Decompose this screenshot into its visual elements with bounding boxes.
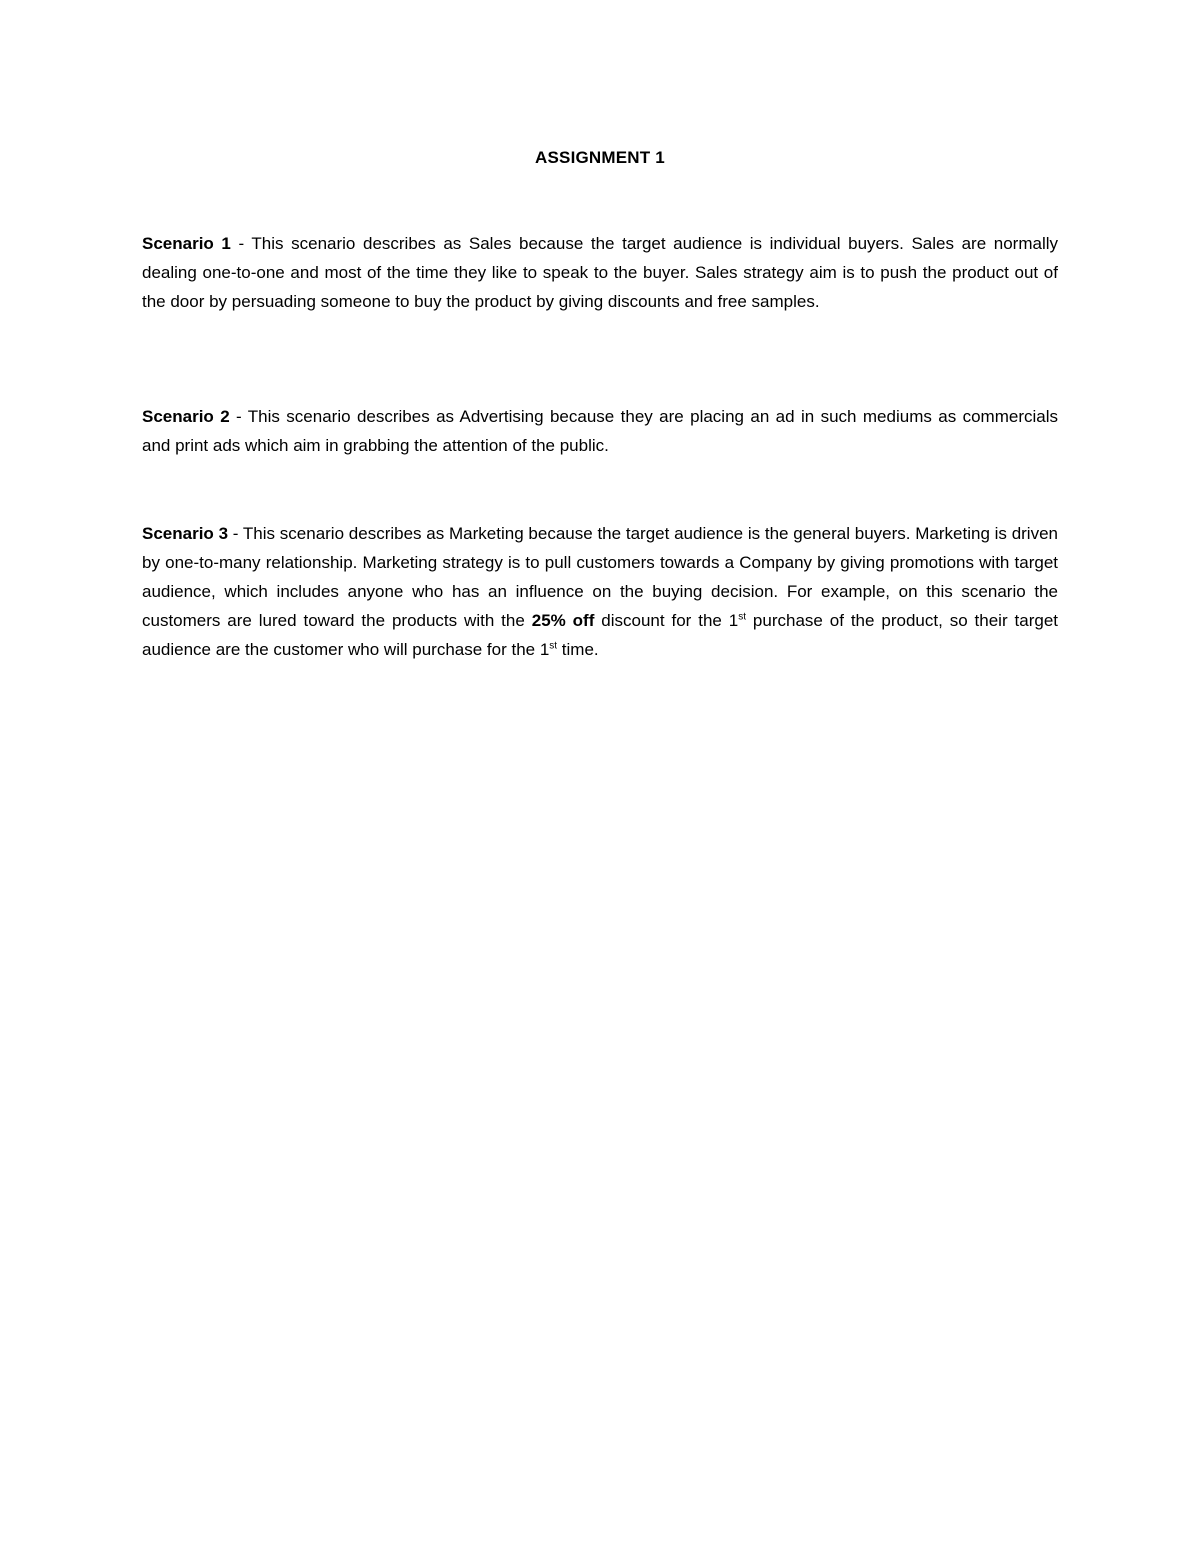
- scenario-3-text-d: time.: [557, 640, 599, 659]
- document-title: ASSIGNMENT 1: [535, 148, 665, 167]
- scenario-2-paragraph: [142, 402, 1058, 460]
- scenario-3-text-b: discount for the 1: [594, 611, 739, 630]
- scenario-2-text: - This scenario describes as Advertising because they are placing an ad in such mediums as commercials and print ads which aim in grabbing the attention of the public.: [142, 407, 1058, 455]
- scenario-3-text-c: purchase of the product, so their target audience are the customer who will purchase for the 1: [142, 611, 1058, 659]
- scenario-1-paragraph: [142, 229, 1058, 316]
- scenario-1-label: Scenario 1: [142, 234, 231, 253]
- scenario-3-superscript-2: st: [549, 640, 558, 652]
- scenario-1-text: - This scenario describes as Sales because the target audience is individual buyers. Sales are normally dealing one-to-one and most of the time they like to speak to the buyer. Sales strategy aim is to push the product out of the door by persuading someone to buy the product by giving discounts and free samples.: [142, 234, 1058, 311]
- scenario-3-superscript-1: st: [738, 611, 747, 623]
- scenario-3-label: Scenario 3: [142, 524, 229, 543]
- scenario-2-label: Scenario 2: [142, 407, 230, 426]
- scenario-3-paragraph: [142, 519, 1058, 664]
- scenario-3-discount-emphasis: 25% off: [531, 611, 595, 630]
- scenario-3-text-a: - This scenario describes as Marketing because the target audience is the general buyers. Marketing is driven by one-to-many relationship. Marketing strategy is to pull customers towards a Company by giving promotions with target audience, which includes anyone who has an influence on the buying decision. For example, on this scenario the customers are lured toward the products with the: [142, 524, 1058, 630]
